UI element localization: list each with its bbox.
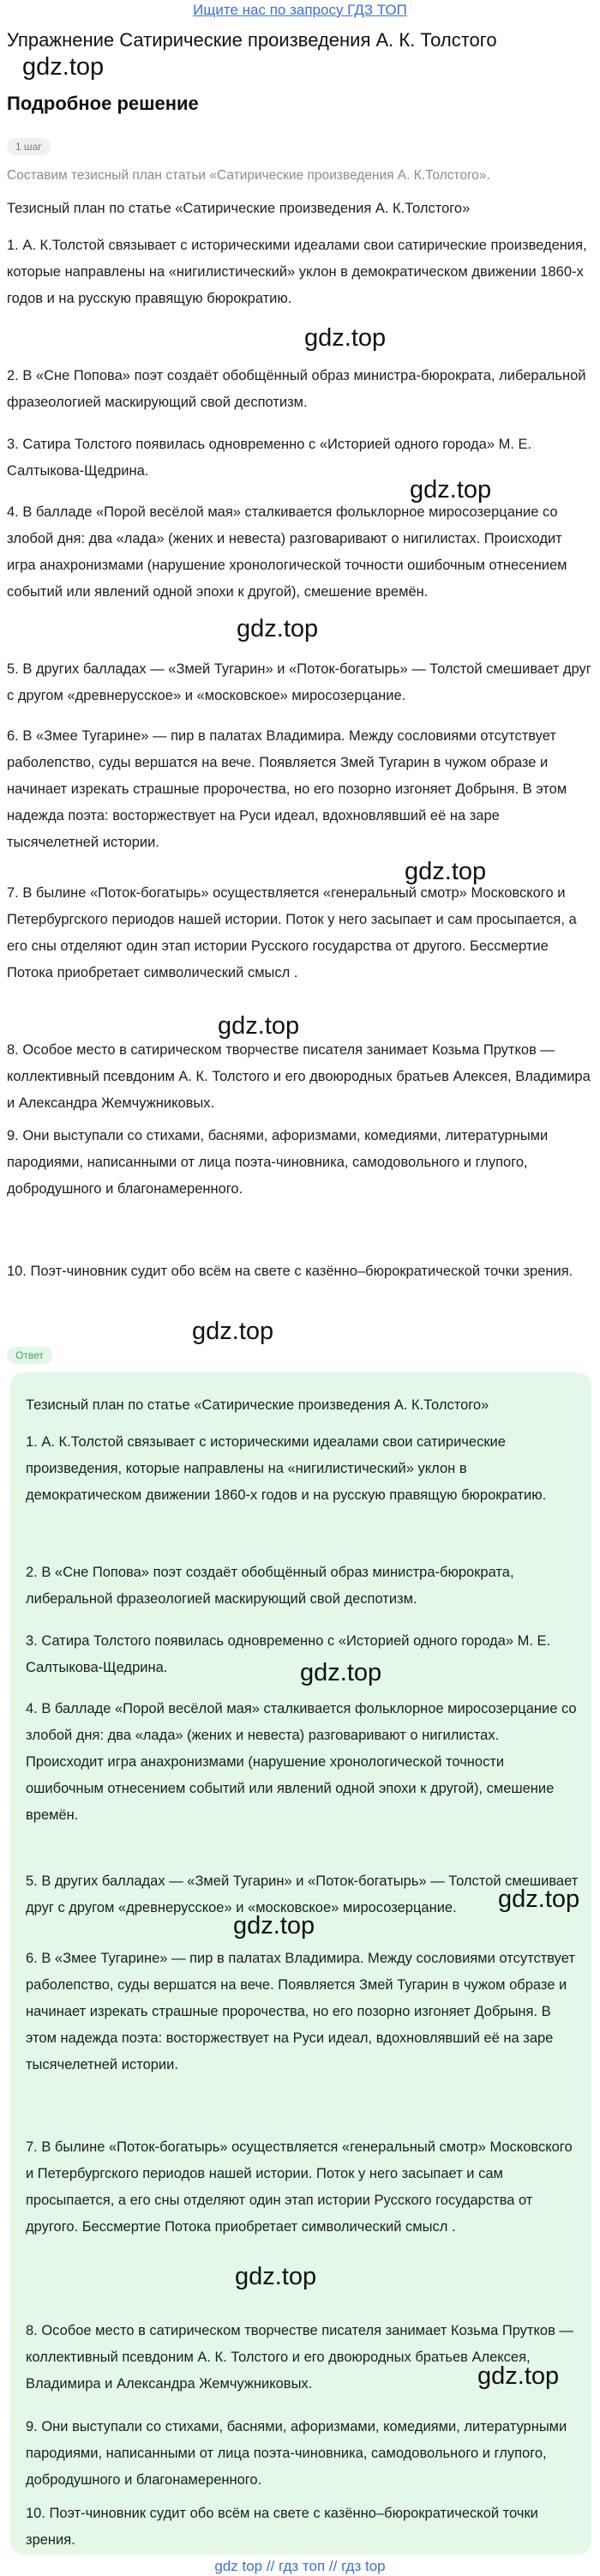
solution-paragraph: Тезисный план по статье «Сатирические произведения А. К.Толстого» bbox=[7, 201, 471, 216]
answer-paragraph: 10. Поэт-чиновник судит обо всём на свете с казённо–бюрократической точки зрения. bbox=[26, 2506, 538, 2548]
footer-links bbox=[0, 2558, 600, 2575]
watermark: gdz.top bbox=[410, 476, 492, 504]
answer-badge: Ответ bbox=[7, 1347, 52, 1364]
solution-paragraph: 10. Поэт-чиновник судит обо всём на свете с казённо–бюрократической точки зрения. bbox=[7, 1264, 573, 1279]
answer-paragraph: 2. В «Сне Попова» поэт создаёт обобщённый образ министра-бюрократа, либеральной фразеологией маскирующий свой деспотизм. bbox=[26, 1565, 514, 1607]
watermark: gdz.top bbox=[218, 1012, 300, 1040]
answer-paragraph: 7. В былине «Поток-богатырь» осуществляется «генеральный смотр» Московского и Петербургского периодов нашей истории. Поток у него засыпает и сам просыпается, а его сны отделяют один этап истории Русского государства от другого. Бессмертие Потока приобретает символический смысл . bbox=[26, 2139, 573, 2235]
step-badge: 1 шаг bbox=[7, 138, 51, 155]
solution-paragraph: 5. В других балладах — «Змей Тугарин» и «Поток-богатырь» — Толстой смешивает друг с другом «древнерусское» и «московское» миросозерцание. bbox=[7, 661, 591, 703]
answer-paragraph: 6. В «Змее Тугарине» — пир в палатах Владимира. Между сословиями отсутствует раболепство, суды вершатся на вече. Появляется Змей Тугарин в чужом образе и начинает изрекать страшные пророчества, но его позорно изгоняет Добрыня. В этом надежда поэта: восторжествует на Руси идеал, вдохновлявший её на заре тысячелетней истории. bbox=[26, 1951, 575, 2072]
footer-separator: // bbox=[266, 2558, 275, 2574]
watermark: gdz.top bbox=[300, 1659, 382, 1686]
watermark: gdz.top bbox=[22, 53, 105, 81]
watermark: gdz.top bbox=[477, 2362, 560, 2390]
answer-paragraph: 3. Сатира Толстого появилась одновременно с «Историей одного города» М. Е. Салтыкова-Щедрина. bbox=[26, 1633, 551, 1675]
answer-paragraph: 9. Они выступали со стихами, баснями, афоризмами, комедиями, литературными пародиями, написанными от лица поэта-чиновника, самодовольного и глупого, добродушного и благонамеренного. bbox=[26, 2419, 567, 2488]
watermark: gdz.top bbox=[235, 2263, 317, 2290]
solution-paragraph: 3. Сатира Толстого появилась одновременно с «Историей одного города» М. Е. Салтыкова-Щедрина. bbox=[7, 437, 532, 479]
solution-paragraph: 2. В «Сне Попова» поэт создаёт обобщённый образ министра-бюрократа, либеральной фразеологией маскирующий свой деспотизм. bbox=[7, 368, 586, 410]
page-title: Упражнение Сатирические произведения А. К. Толстого bbox=[7, 29, 497, 51]
answer-paragraph: 8. Особое место в сатирическом творчестве писателя занимает Козьма Прутков — коллективный псевдоним А. К. Толстого и его двоюродных братьев Алексея, Владимира и Александра Жемчужниковых. bbox=[26, 2323, 573, 2392]
solution-paragraph: 8. Особое место в сатирическом творчестве писателя занимает Козьма Прутков — коллективный псевдоним А. К. Толстого и его двоюродных братьев Алексея, Владимира и Александра Жемчужниковых. bbox=[7, 1042, 591, 1111]
watermark: gdz.top bbox=[233, 1912, 315, 1940]
watermark: gdz.top bbox=[237, 615, 319, 642]
top-search-link[interactable]: Ищите нас по запросу ГДЗ ТОП bbox=[193, 2, 407, 18]
answer-paragraph: 5. В других балладах — «Змей Тугарин» и «Поток-богатырь» — Толстой смешивает друг с другом «древнерусское» и «московское» миросозерцание. bbox=[26, 1873, 579, 1915]
watermark: gdz.top bbox=[192, 1318, 274, 1345]
step-intro: Составим тезисный план статьи «Сатирические произведения А. К.Толстого». bbox=[7, 168, 490, 183]
watermark: gdz.top bbox=[498, 1885, 580, 1913]
answer-paragraph: Тезисный план по статье «Сатирические произведения А. К.Толстого» bbox=[26, 1397, 489, 1413]
answer-paragraph: 4. В балладе «Порой весёлой мая» сталкивается фольклорное миросозерцание со злобой дня: два «лада» (жених и невеста) разговаривают о нигилистах. Происходит игра анахронизмами (нарушение хронологической точности ошибочным отнесением событий или явлений одной эпохи к другой), смешение времён. bbox=[26, 1701, 577, 1823]
footer-link[interactable]: гдз top bbox=[341, 2558, 386, 2574]
solution-paragraph: 7. В былине «Поток-богатырь» осуществляется «генеральный смотр» Московского и Петербургского периодов нашей истории. Поток у него засыпает и сам просыпается, а его сны отделяют один этап истории Русского государства от другого. Бессмертие Потока приобретает символический смысл . bbox=[7, 885, 577, 980]
solution-paragraph: 9. Они выступали со стихами, баснями, афоризмами, комедиями, литературными пародиями, написанными от лица поэта-чиновника, самодовольного и глупого, добродушного и благонамеренного. bbox=[7, 1128, 549, 1197]
solution-paragraph: 6. В «Змее Тугарине» — пир в палатах Владимира. Между сословиями отсутствует раболепство, суды вершатся на вече. Появляется Змей Тугарин в чужом образе и начинает изрекать страшные пророчества, но его позорно изгоняет Добрыня. В этом надежда поэта: восторжествует на Руси идеал, вдохновлявший её на заре тысячелетней истории. bbox=[7, 728, 567, 850]
solution-paragraph: 4. В балладе «Порой весёлой мая» сталкивается фольклорное миросозерцание со злобой дня: два «лада» (жених и невеста) разговаривают о нигилистах. Происходит игра анахронизмами (нарушение хронологической точности ошибочным отнесением событий или явлений одной эпохи к другой), смешение времён. bbox=[7, 504, 567, 600]
solution-paragraph: 1. А. К.Толстой связывает с историческими идеалами свои сатирические произведения, которые направлены на «нигилистический» уклон в демократическом движении 1860-х годов и на русскую правящую бюрократию. bbox=[7, 238, 587, 306]
footer-link[interactable]: гдз топ bbox=[279, 2558, 326, 2574]
footer-separator: // bbox=[328, 2558, 338, 2574]
watermark: gdz.top bbox=[405, 858, 487, 885]
section-title: Подробное решение bbox=[7, 93, 199, 114]
watermark: gdz.top bbox=[304, 324, 387, 352]
footer-link[interactable]: gdz top bbox=[214, 2558, 263, 2574]
answer-paragraph: 1. А. К.Толстой связывает с историческими идеалами свои сатирические произведения, которые направлены на «нигилистический» уклон в демократическом движении 1860-х годов и на русскую правящую бюрократию. bbox=[26, 1434, 547, 1503]
